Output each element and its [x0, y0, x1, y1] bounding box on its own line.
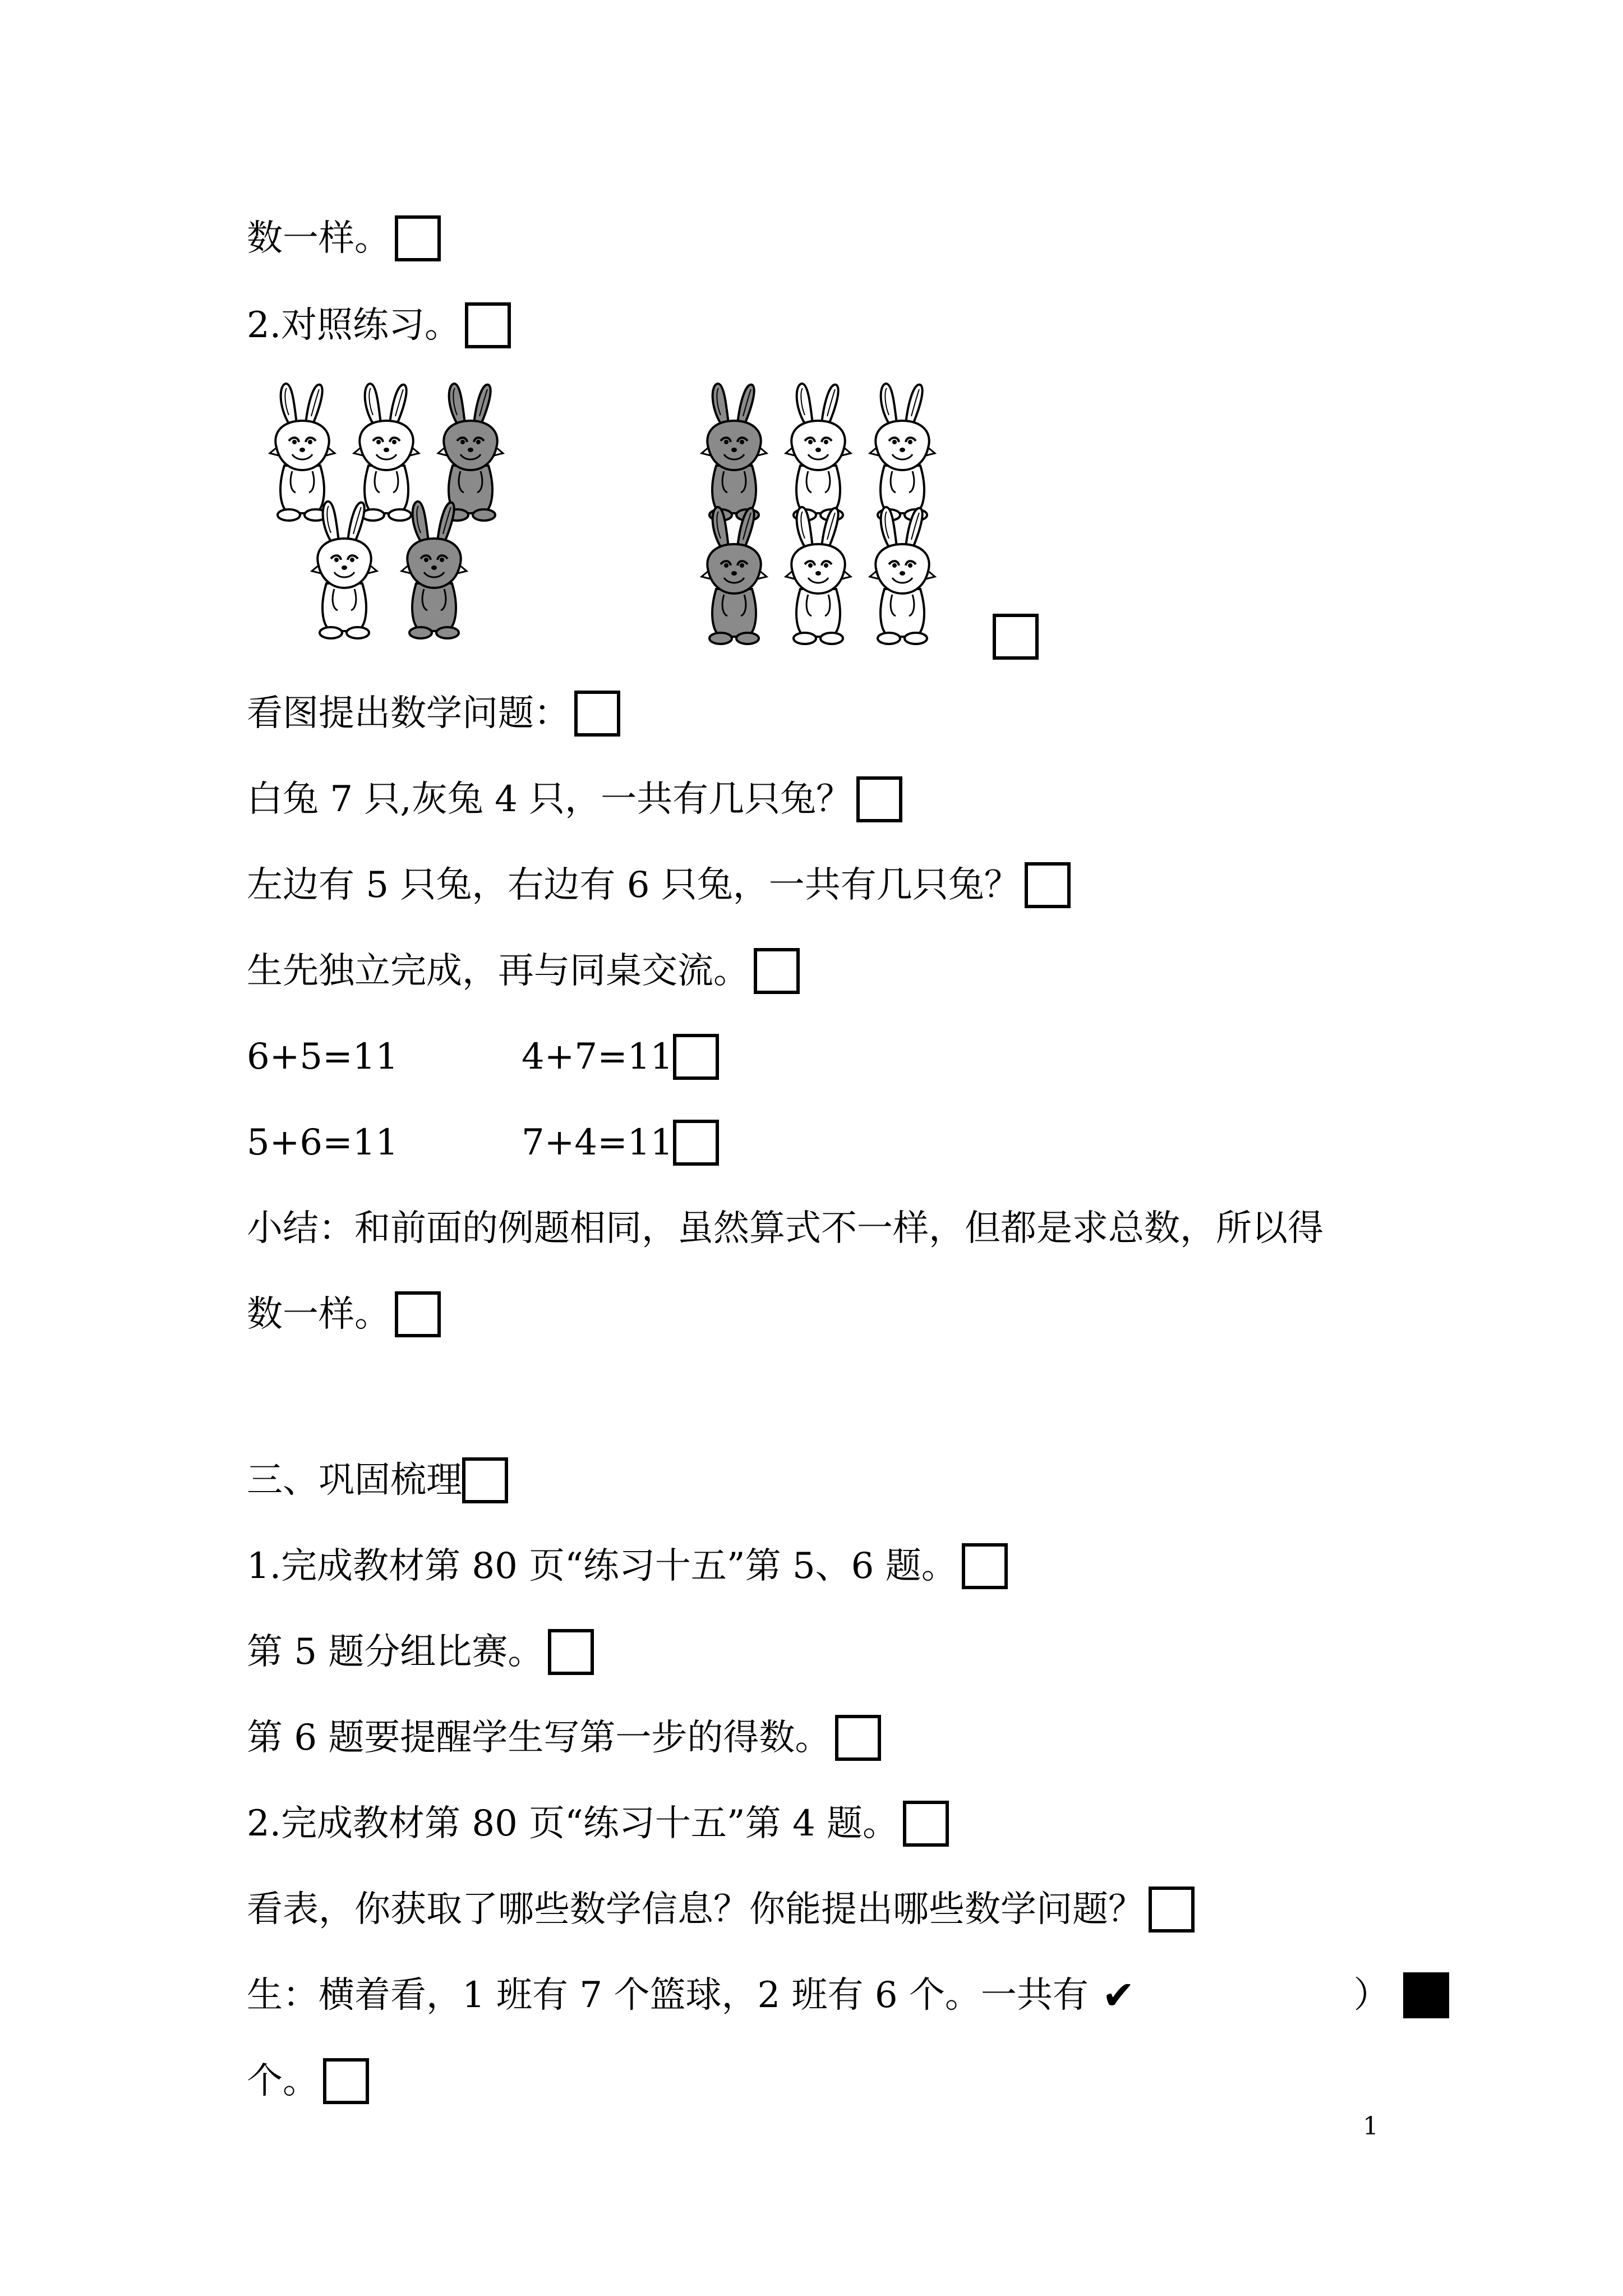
checkbox[interactable]: [903, 1801, 949, 1847]
text-line: [247, 1964, 1449, 2026]
white-rabbit-icon: [780, 505, 858, 645]
line-text: 三、巩固梳理: [247, 1460, 462, 1501]
checkbox[interactable]: [754, 948, 800, 994]
text-line: [247, 2050, 369, 2112]
text-line: [247, 769, 902, 830]
checkmark-icon: ✔: [1101, 1972, 1135, 2018]
checkbox[interactable]: [395, 1291, 441, 1337]
gray-rabbit-icon: [695, 381, 774, 522]
equation: 4+7=11: [522, 1036, 674, 1078]
line-text: 第 5 题分组比赛。: [247, 1631, 544, 1673]
checkbox[interactable]: [993, 614, 1039, 660]
section-heading: [247, 1450, 508, 1511]
white-rabbit-icon: [864, 381, 942, 522]
line-text: 看图提出数学问题：: [247, 693, 570, 734]
equation: 5+6=11: [247, 1122, 399, 1163]
line-text: 生先独立完成，再与同桌交流。: [247, 950, 749, 992]
line-text: 小结：和前面的例题相同，虽然算式不一样，但都是求总数，所以得: [247, 1208, 1324, 1249]
checkbox[interactable]: [323, 2058, 369, 2104]
text-line: [247, 940, 800, 1002]
checkbox[interactable]: [395, 215, 441, 261]
checkbox[interactable]: [465, 302, 511, 348]
text-line: [247, 854, 1071, 916]
checkbox[interactable]: [673, 1120, 719, 1166]
text-line: [247, 1198, 1324, 1259]
checkbox[interactable]: [673, 1034, 719, 1080]
line-text: 生：横着看，1 班有 7 个篮球，2 班有 6 个。一共有: [247, 1975, 1089, 2016]
checkbox[interactable]: [548, 1629, 594, 1675]
checkbox[interactable]: [962, 1543, 1008, 1589]
white-rabbit-icon: [306, 499, 384, 639]
text-line: [247, 208, 441, 269]
text-line: [247, 1707, 881, 1769]
checkbox[interactable]: [856, 776, 902, 822]
equation: 6+5=11: [247, 1036, 399, 1078]
gray-rabbit-icon: [695, 505, 774, 645]
section-heading: [247, 295, 511, 356]
equation: 7+4=11: [522, 1122, 674, 1163]
line-text: 左边有 5 只兔，右边有 6 只兔，一共有几只兔？: [247, 864, 1020, 906]
checkbox[interactable]: [835, 1715, 881, 1761]
line-text: 2.完成教材第 80 页“练习十五”第 4 题。: [247, 1803, 899, 1844]
checkbox[interactable]: [574, 691, 620, 737]
text-line: [247, 683, 620, 744]
line-text: 个。: [247, 2060, 319, 2102]
text-line: [247, 1621, 594, 1683]
line-text: 2.对照练习。: [247, 305, 461, 346]
gray-rabbit-icon: [395, 499, 474, 639]
text-line: [247, 1283, 441, 1345]
equation-line: [247, 1026, 719, 1088]
line-text: 看表，你获取了哪些数学信息？你能提出哪些数学问题？: [247, 1889, 1144, 1930]
line-text: 数一样。: [247, 1294, 390, 1335]
line-text: 第 6 题要提醒学生写第一步的得数。: [247, 1717, 831, 1759]
line-text: 数一样。: [247, 218, 390, 259]
text-line: [247, 1879, 1195, 1940]
checkbox[interactable]: [1149, 1887, 1195, 1932]
white-rabbit-icon: [864, 505, 942, 645]
text-line: [247, 1535, 1008, 1597]
closing-paren: ）: [1353, 1975, 1390, 2016]
line-text: 白兔 7 只,灰兔 4 只，一共有几只兔？: [247, 779, 852, 820]
white-rabbit-icon: [780, 381, 858, 522]
equation-line: [247, 1112, 719, 1174]
line-text: 1.完成教材第 80 页“练习十五”第 5、6 题。: [247, 1545, 957, 1587]
page-number: 1: [1363, 2112, 1378, 2141]
checkbox[interactable]: [1025, 862, 1071, 908]
text-line: [247, 1793, 949, 1855]
checkbox[interactable]: [462, 1457, 508, 1503]
filled-checkbox[interactable]: [1403, 1972, 1449, 2018]
